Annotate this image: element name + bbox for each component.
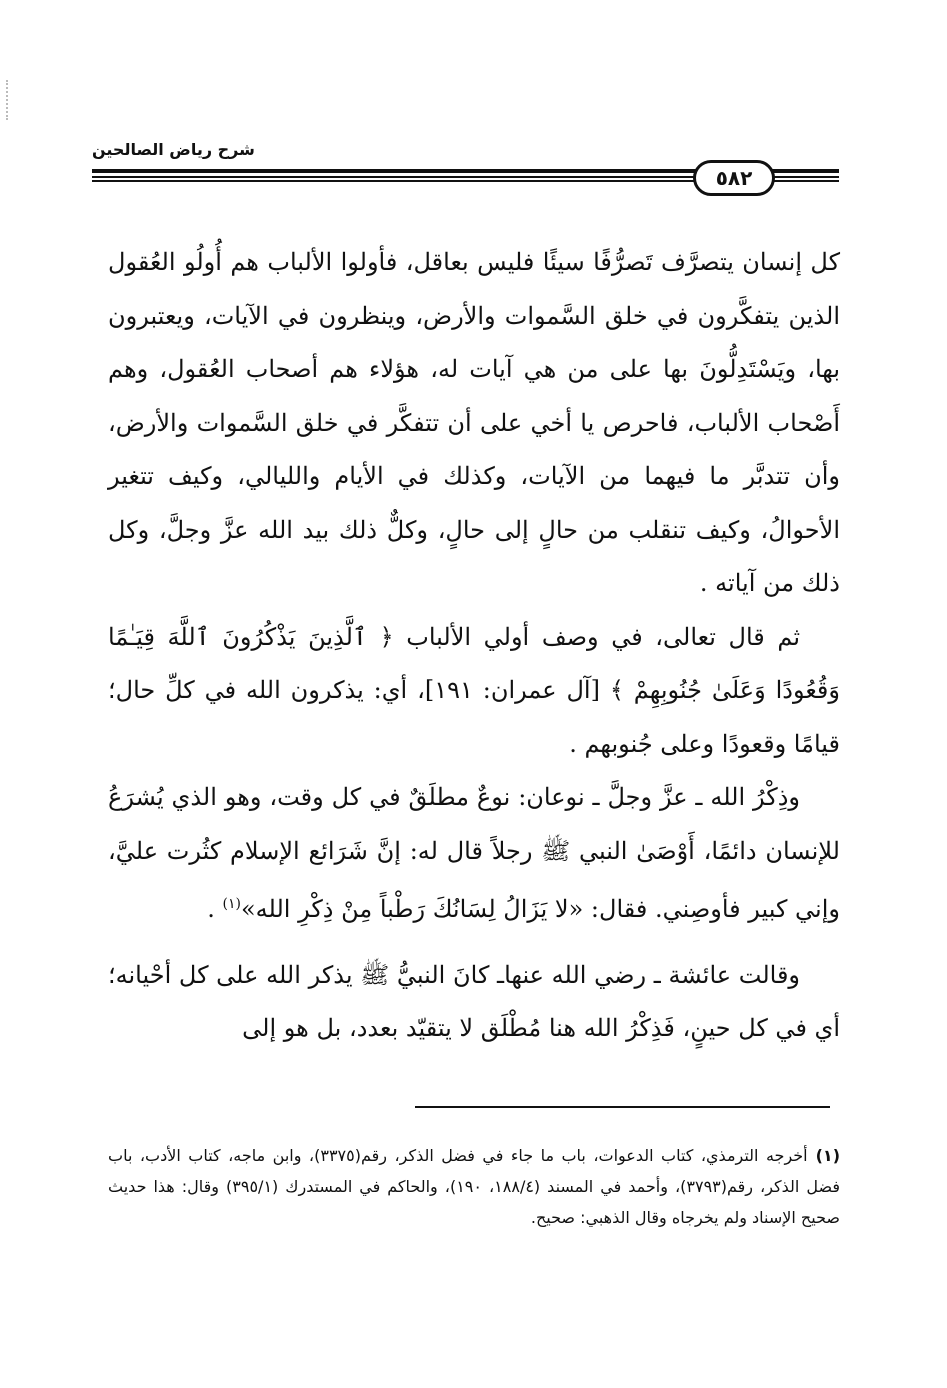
paragraph-text: وذِكْرُ الله ـ عزَّ وجلَّ ـ نوعان: نوعٌ مطلَقٌ في كل وقت، وهو الذي يُشرَعُ للإنسان دائمًا، أَوْصَىٰ النبي ﷺ رجلاً قال له: إنَّ شَرَائع الإسلام كثُرت عليَّ، وإني كبير فأوصِني. فقال: «لا يَزَالُ لِسَانُكَ رَطْباً مِنْ ذِكْرِ الله» xyxy=(108,783,840,923)
footnote-text: أخرجه الترمذي، كتاب الدعوات، باب ما جاء في فضل الذكر، رقم(٣٣٧٥)، وابن ماجه، كتاب الأدب، باب فضل الذكر، رقم(٣٧٩٣)، وأحمد في المسند (١٨٨/٤، ١٩٠)، والحاكم في المستدرك (٣٩٥/١) وقال: هذا حديث صحيح الإسناد ولم يخرجاه وقال الذهبي: صحيح. xyxy=(108,1146,840,1227)
footnote-separator xyxy=(415,1106,830,1108)
paragraph: وقالت عائشة ـ رضي الله عنهاـ كانَ النبيُّ ﷺ يذكر الله على كل أحْيانه؛ أي في كل حينٍ، فَذِكْرُ الله هنا مُطْلَق لا يتقيّد بعدد، بل هو إلى xyxy=(108,960,840,1042)
paragraph: كل إنسان يتصرَّف تَصرُّفًا سيئًا فليس بعاقل، فأولوا الألباب هم أُولُو العُقول الذين يتفكَّرون في خلق السَّموات والأرض، وينظرون في الآيات، ويعتبرون بها، ويَسْتَدِلُّونَ بها على من هي آيات له، هؤلاء هم أصحاب العُقول، وهم أَصْحاب الألباب، فاحرص يا أخي على أن تتفكَّر في خلق السَّموات والأرض، وأن تتدبَّر ما فيهما من الآيات، وكذلك في الأيام والليالي، وكيف تتغير الأحوالُ، وكيف تنقلب من حالٍ إلى حالٍ، وكلٌّ ذلك بيد الله عزَّ وجلَّ، وكل ذلك من آياته . xyxy=(108,248,840,597)
scan-mark xyxy=(6,80,10,120)
paragraph: ثم قال تعالى، في وصف أولي الألباب ﴿ ٱلَّذِينَ يَذْكُرُونَ ٱللَّهَ قِيَـٰمًا وَقُعُودًا وَعَلَىٰ جُنُوبِهِمْ ﴾ [آل عمران: ١٩١]، أي: يذكرون الله في كلِّ حال؛ قيامًا وقعودًا وعلى جُنوبهم . xyxy=(108,622,840,758)
page-number: ٥٨٢ xyxy=(693,160,775,196)
running-title: شرح رياض الصالحين xyxy=(92,140,255,159)
paragraph-end: . xyxy=(207,895,223,923)
footnote xyxy=(108,1140,840,1233)
footnote-marker: (١) xyxy=(222,896,241,912)
paragraph xyxy=(108,771,840,937)
footnote-number: (١) xyxy=(815,1146,840,1165)
main-text xyxy=(108,236,840,1056)
